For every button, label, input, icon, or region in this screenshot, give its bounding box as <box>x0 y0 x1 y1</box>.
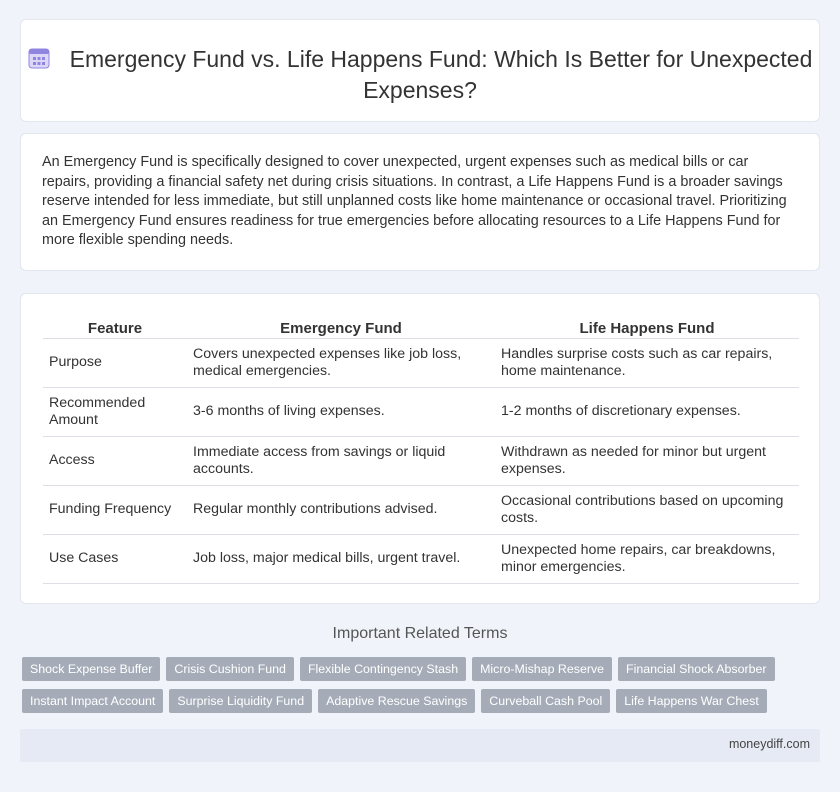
feature-cell: Purpose <box>43 338 187 387</box>
header-life-happens-fund: Life Happens Fund <box>495 316 799 338</box>
feature-cell: Use Cases <box>43 534 187 583</box>
comparison-card <box>20 293 820 604</box>
feature-cell: Recommended Amount <box>43 387 187 436</box>
calendar-icon <box>28 47 50 69</box>
table-row <box>43 338 799 387</box>
table-header-row <box>43 316 799 338</box>
table-row <box>43 436 799 485</box>
header-emergency-fund: Emergency Fund <box>187 316 495 338</box>
intro-paragraph: An Emergency Fund is specifically designed to cover unexpected, urgent expenses such as medical bills or car repairs, providing a financial safety net during crisis situations. In contrast, a Life Happens Fund is a broader savings reserve intended for less immediate, but still unplanned costs like home maintenance or occasional travel. Prioritizing an Emergency Fund ensures readiness for true emergencies before allocating resources to a Life Happens Fund for more flexible spending needs. <box>42 154 787 248</box>
related-terms-title: Important Related Terms <box>332 625 508 642</box>
related-terms-tags <box>22 657 822 721</box>
related-term-tag[interactable]: Adaptive Rescue Savings <box>318 689 475 713</box>
life-happens-fund-cell: Occasional contributions based on upcoming costs. <box>495 485 799 534</box>
title-card <box>20 19 820 122</box>
comparison-table <box>43 316 799 584</box>
emergency-fund-cell: Covers unexpected expenses like job loss, medical emergencies. <box>187 338 495 387</box>
life-happens-fund-cell: Withdrawn as needed for minor but urgent expenses. <box>495 436 799 485</box>
footer <box>20 729 820 762</box>
feature-cell: Access <box>43 436 187 485</box>
footer-site-link[interactable]: moneydiff.com <box>728 737 810 751</box>
header-feature: Feature <box>43 316 187 338</box>
related-term-tag[interactable]: Financial Shock Absorber <box>618 657 775 681</box>
emergency-fund-cell: Immediate access from savings or liquid accounts. <box>187 436 495 485</box>
emergency-fund-cell: Job loss, major medical bills, urgent travel. <box>187 534 495 583</box>
related-term-tag[interactable]: Instant Impact Account <box>22 689 163 713</box>
life-happens-fund-cell: 1-2 months of discretionary expenses. <box>495 387 799 436</box>
feature-cell: Funding Frequency <box>43 485 187 534</box>
related-term-tag[interactable]: Life Happens War Chest <box>616 689 767 713</box>
emergency-fund-cell: Regular monthly contributions advised. <box>187 485 495 534</box>
table-row <box>43 534 799 583</box>
related-term-tag[interactable]: Curveball Cash Pool <box>481 689 610 713</box>
related-term-tag[interactable]: Shock Expense Buffer <box>22 657 160 681</box>
table-row <box>43 387 799 436</box>
page-title <box>21 44 819 106</box>
related-term-tag[interactable]: Flexible Contingency Stash <box>300 657 466 681</box>
tag-row <box>22 657 822 681</box>
related-term-tag[interactable]: Surprise Liquidity Fund <box>169 689 312 713</box>
life-happens-fund-cell: Unexpected home repairs, car breakdowns, minor emergencies. <box>495 534 799 583</box>
life-happens-fund-cell: Handles surprise costs such as car repairs, home maintenance. <box>495 338 799 387</box>
related-term-tag[interactable]: Crisis Cushion Fund <box>166 657 294 681</box>
emergency-fund-cell: 3-6 months of living expenses. <box>187 387 495 436</box>
related-term-tag[interactable]: Micro-Mishap Reserve <box>472 657 612 681</box>
tag-row <box>22 689 822 713</box>
intro-card <box>20 133 820 271</box>
table-row <box>43 485 799 534</box>
page-title-text: Emergency Fund vs. Life Happens Fund: Which Is Better for Unexpected Expenses? <box>69 46 813 103</box>
